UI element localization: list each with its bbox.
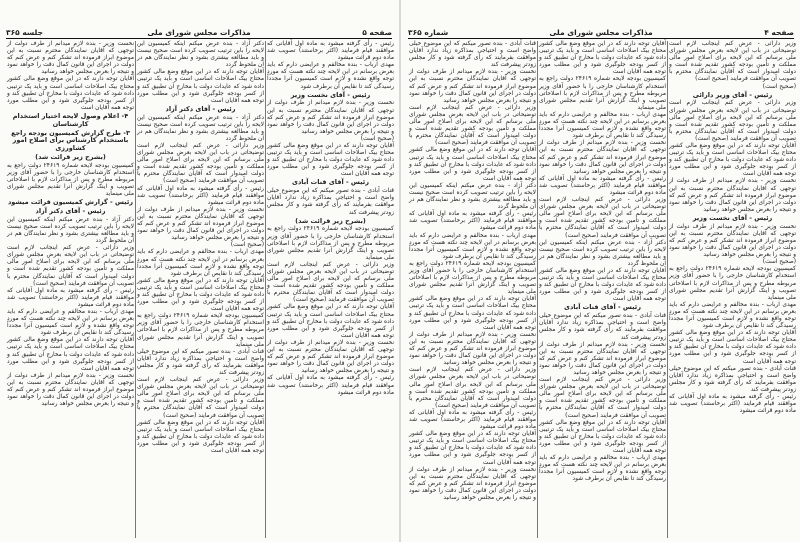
paragraph: نخست وزیر - بنده لازم میدانم از طرف دولت از توجهی که آقایان نمایندگان محترم نسبت به این موضوع ابراز فرموده اند تشکر کنم و عرض کنم که دولت در اجرای این قانون کمال دقت را خواهد نمود و نتیجه را بعرض مجلس خواهد رسانید — [267, 100, 394, 135]
running-title: مذاکرات مجلس شورای ملی — [147, 28, 251, 37]
section-heading: رئیس - آقای دکتر آزاد — [165, 104, 236, 113]
paragraph: وزیر دارائی - عرض کنم اینجانب لازم است توضیحاتی در باب این لایحه بعرض مجلس شورای ملی برسانم که این لایحه برای اصلاح امور مالی مملکت و تأمین بودجه کشور تقدیم شده است و دولت امیدوار است که آقایان نمایندگان محترم با تصویب آن موافقت فرمایند (صحیح است) — [137, 143, 264, 185]
paragraph: مهدی ارباب - بنده مخالفم و عرایضی دارم که باید بعرض برسانم در این لایحه چند نکته هست که مورد توجه واقع نشده و لازم است کمیسیون آنرا مجدداً رسیدگی کند تا نقایص آن برطرف شود — [539, 455, 666, 483]
paragraph: قنات آبادی - بنده تصور میکنم که این موضوع خیلی واضح است و احتیاجی بمذاکره زیاد ندارد آقایان موافقت بفرمایند که رأی گرفته شود و کار مجلس زودتر پیشرفت کند — [409, 41, 536, 69]
column-rule — [537, 41, 538, 538]
section-heading: (بشرح زیر قرائت شد) — [35, 152, 106, 161]
paragraph: مهدی ارباب - بنده مخالفم و عرایضی دارم که باید بعرض برسانم در این لایحه چند نکته هست که مورد توجه واقع نشده و لازم است کمیسیون آنرا مجدداً رسیدگی کند تا نقایص آن برطرف شود — [669, 301, 796, 330]
paragraph: آقایان توجه دارند که در این موقع وضع مالی کشور محتاج بیک اصلاحات اساسی است و باید یک ترتیبی داده شود که عایدات دولت با مخارج آن تطبیق کند و از کسر بودجه جلوگیری شود و این مطلب مورد توجه همه آقایان است — [539, 268, 666, 303]
paragraph: وزیر دارائی - عرض کنم اینجانب لازم است توضیحاتی در باب این لایحه بعرض مجلس شورای ملی برسانم که این لایحه برای اصلاح امور مالی مملکت و تأمین بودجه کشور تقدیم شده است و دولت امیدوار است که آقایان نمایندگان محترم با تصویب آن موافقت فرمایند (صحیح است) — [669, 41, 796, 83]
paragraph: (صحیح است) — [230, 242, 264, 249]
paragraph: قنات آبادی - بنده تصور میکنم که این موضوع خیلی واضح است و احتیاجی بمذاکره زیاد ندارد آقایان موافقت بفرمایند که رأی گرفته شود و کار مجلس زودتر پیشرفت کند — [669, 365, 796, 393]
paragraph: وزیر دارائی - عرض کنم اینجانب لازم است توضیحاتی در باب این لایحه بعرض مجلس شورای ملی برسانم که این لایحه برای اصلاح امور مالی مملکت و تأمین بودجه کشور تقدیم شده است و دولت امیدوار است که آقایان نمایندگان محترم با تصویب آن موافقت فرمایند (صحیح است) — [7, 245, 134, 287]
section-heading: رئیس - آقای نخست وزیر — [692, 213, 773, 222]
paragraph: (صحیح است) — [360, 135, 394, 142]
paragraph: رئیس - رأی گرفته میشود به ماده اول آقایانی که موافقند قیام فرمایند (اکثر برخاستند) تصویب شد ماده دوم قرائت میشود — [137, 185, 264, 206]
paragraph: آقایان توجه دارند که در این موقع وضع مالی کشور محتاج بیک اصلاحات اساسی است و باید یک ترتیبی داده شود که عایدات دولت با مخارج آن تطبیق کند و از کسر بودجه جلوگیری شود و این مطلب مورد توجه همه آقایان است — [409, 147, 536, 182]
paragraph: (صحیح است) — [762, 83, 796, 90]
paragraph: نخست وزیر - بنده لازم میدانم از طرف دولت از توجهی که آقایان نمایندگان محترم نسبت به این موضوع ابراز فرموده اند تشکر کنم و عرض کنم که دولت در اجرای این قانون کمال دقت را خواهد نمود و نتیجه را بعرض مجلس خواهد رسانید — [539, 140, 666, 175]
section-heading: ۳- طرح گزارش کمیسیون بودجه راجع باستخدام کارشناس برای اصلاح امور کشاورزی — [11, 128, 130, 153]
page-header — [408, 26, 794, 39]
paragraph: کمیسیون بودجه لایحه شماره ۲۴۶۱۹ دولت راجع به استخدام کارشناسان خارجی را با حضور آقای وزیر مربوطه مطرح و پس از مذاکرات لازم با اصلاحاتی تصویب و اینک گزارش آنرا تقدیم مجلس شورای ملی مینماید — [539, 76, 666, 111]
column-rule — [135, 41, 136, 538]
paragraph: وزیر دارائی - عرض کنم اینجانب لازم است توضیحاتی در باب این لایحه بعرض مجلس شورای ملی برسانم که این لایحه برای اصلاح امور مالی مملکت و تأمین بودجه کشور تقدیم شده است و دولت امیدوار است که آقایان نمایندگان محترم با تصویب آن موافقت فرمایند (صحیح است) — [137, 377, 264, 419]
paragraph: کمیسیون بودجه لایحه شماره ۲۴۶۱۹ دولت راجع به استخدام کارشناسان خارجی را با حضور آقای وزیر مربوطه مطرح و پس از مذاکرات لازم با اصلاحاتی تصویب و اینک گزارش آنرا تقدیم مجلس شورای ملی مینماید — [669, 266, 796, 301]
column-rule — [667, 41, 668, 538]
page-number: صفحه ۴ — [764, 28, 794, 37]
paragraph: نخست وزیر - بنده لازم میدانم از طرف دولت از توجهی که آقایان نمایندگان محترم نسبت به این موضوع ابراز فرموده اند تشکر کنم و عرض کنم که دولت در اجرای این قانون کمال دقت را خواهد نمود و نتیجه را بعرض مجلس خواهد رسانید — [7, 372, 134, 408]
section-heading: رئیس - آقای نخست وزیر — [290, 90, 371, 99]
paragraph: آقایان توجه دارند که در این موقع وضع مالی کشور محتاج بیک اصلاحات اساسی است و باید یک ترتیبی داده شود که عایدات دولت با مخارج آن تطبیق کند و از کسر بودجه جلوگیری شود و این مطلب مورد توجه همه آقایان است — [137, 277, 264, 313]
paragraph: مهدی ارباب - بنده مخالفم و عرایضی دارم که باید بعرض برسانم در این لایحه چند نکته هست که مورد توجه واقع نشده و لازم است کمیسیون آنرا مجدداً رسیدگی کند تا نقایص آن برطرف شود — [267, 62, 394, 90]
paragraph: مهدی ارباب - بنده مخالفم و عرایضی دارم که باید بعرض برسانم در این لایحه چند نکته هست که مورد توجه واقع نشده و لازم است کمیسیون آنرا مجدداً رسیدگی کند تا نقایص آن برطرف شود — [137, 249, 264, 277]
paragraph: نخست وزیر - بنده لازم میدانم از طرف دولت از توجهی که آقایان نمایندگان محترم نسبت به این موضوع ابراز فرموده اند تشکر کنم و عرض کنم که دولت در اجرای این قانون کمال دقت را خواهد نمود و نتیجه را بعرض مجلس خواهد رسانید — [669, 223, 796, 259]
paragraph: وزیر دارائی - عرض کنم اینجانب لازم است توضیحاتی در باب این لایحه بعرض مجلس شورای ملی برسانم که این لایحه برای اصلاح امور مالی مملکت و تأمین بودجه کشور تقدیم شده است و دولت امیدوار است که آقایان نمایندگان محترم با تصویب آن موافقت فرمایند (صحیح است) — [669, 100, 796, 142]
paragraph: رئیس - رأی گرفته میشود به ماده اول آقایانی که موافقند قیام فرمایند (اکثر برخاستند) تصویب شد ماده دوم قرائت میشود — [539, 175, 666, 196]
running-title: مذاکرات مجلس شورای ملی — [549, 28, 653, 37]
paragraph: آقایان توجه دارند که در این موقع وضع مالی کشور محتاج بیک اصلاحات اساسی است و باید یک ترتیبی داده شود که عایدات دولت با مخارج آن تطبیق کند و از کسر بودجه جلوگیری شود و این مطلب مورد توجه همه آقایان است — [539, 419, 666, 455]
paragraph: کمیسیون بودجه لایحه شماره ۲۴۶۱۹ دولت راجع به استخدام کارشناسان خارجی را با حضور آقای وزیر مربوطه مطرح و پس از مذاکرات لازم با اصلاحاتی تصویب و اینک گزارش آنرا تقدیم مجلس شورای ملی مینماید — [7, 162, 134, 198]
paragraph: نخست وزیر - بنده لازم میدانم از طرف دولت از توجهی که آقایان نمایندگان محترم نسبت به این موضوع ابراز فرموده اند تشکر کنم و عرض کنم که دولت در اجرای این قانون کمال دقت را خواهد نمود و نتیجه را بعرض مجلس خواهد رسانید — [7, 41, 134, 76]
paragraph: آقایان توجه دارند که در این موقع وضع مالی کشور محتاج بیک اصلاحات اساسی است و باید یک ترتیبی داده شود که عایدات دولت با مخارج آن تطبیق کند و از کسر بودجه جلوگیری شود و این مطلب مورد توجه همه آقایان است — [409, 431, 536, 466]
section-heading: رئیس - آقای قنات آبادی — [564, 303, 641, 312]
section-heading: رئیس - آقای وزیر دارائی — [692, 90, 773, 99]
paragraph: رئیس - رأی گرفته میشود به ماده اول آقایانی که موافقند قیام فرمایند (اکثر برخاستند) تصویب شد ماده دوم قرائت میشود — [267, 375, 394, 396]
paragraph: آقایان توجه دارند که در این موقع وضع مالی کشور محتاج بیک اصلاحات اساسی است و باید یک ترتیبی داده شود که عایدات دولت با مخارج آن تطبیق کند و از کسر بودجه جلوگیری شود و این مطلب مورد توجه همه آقایان است — [409, 296, 536, 331]
paragraph: قنات آبادی - بنده تصور میکنم که این موضوع خیلی واضح است و احتیاجی بمذاکره زیاد ندارد آقایان موافقت بفرمایند که رأی گرفته شود و کار مجلس زودتر پیشرفت کند — [267, 188, 394, 216]
paragraph: قنات آبادی - بنده تصور میکنم که این موضوع خیلی واضح است و احتیاجی بمذاکره زیاد ندارد آقایان موافقت بفرمایند که رأی گرفته شود و کار مجلس زودتر پیشرفت کند — [539, 313, 666, 341]
paragraph: وزیر دارائی - عرض کنم اینجانب لازم است توضیحاتی در باب این لایحه بعرض مجلس شورای ملی برسانم که این لایحه برای اصلاح امور مالی مملکت و تأمین بودجه کشور تقدیم شده است و دولت امیدوار است که آقایان نمایندگان محترم با تصویب آن موافقت فرمایند (صحیح است) — [539, 197, 666, 239]
paragraph: آقایان توجه دارند که در این موقع وضع مالی کشور محتاج بیک اصلاحات اساسی است و باید یک ترتیبی داده شود که عایدات دولت با مخارج آن تطبیق کند و از کسر بودجه جلوگیری شود و این مطلب مورد توجه همه آقایان است — [669, 330, 796, 365]
paragraph: وزیر دارائی - عرض کنم اینجانب لازم است توضیحاتی در باب این لایحه بعرض مجلس شورای ملی برسانم که این لایحه برای اصلاح امور مالی مملکت و تأمین بودجه کشور تقدیم شده است و دولت امیدوار است که آقایان نمایندگان محترم با تصویب آن موافقت فرمایند (صحیح است) — [409, 104, 536, 147]
column-rule — [265, 41, 266, 538]
paragraph: (صحیح است) — [762, 259, 796, 266]
section-heading: رئیس - گزارش کمیسیون قرائت میشود — [7, 198, 134, 207]
paragraph: مهدی ارباب - بنده مخالفم و عرایضی دارم که باید بعرض برسانم در این لایحه چند نکته هست که مورد توجه واقع نشده و لازم است کمیسیون آنرا مجدداً رسیدگی کند تا نقایص آن برطرف شود — [539, 111, 666, 140]
paragraph: وزیر دارائی - عرض کنم اینجانب لازم است توضیحاتی در باب این لایحه بعرض مجلس شورای ملی برسانم که این لایحه برای اصلاح امور مالی مملکت و تأمین بودجه کشور تقدیم شده است و دولت امیدوار است که آقایان نمایندگان محترم با تصویب آن موافقت فرمایند (صحیح است) — [409, 367, 536, 409]
paragraph: رئیس - رأی گرفته میشود به ماده اول آقایانی که موافقند قیام فرمایند (اکثر برخاستند) تصویب شد ماده دوم قرائت میشود — [7, 287, 134, 308]
session-number: جلسه ۳۶۵ — [6, 28, 43, 37]
page-gutter — [399, 0, 401, 542]
paragraph: قنات آبادی - بنده تصور میکنم که این موضوع خیلی واضح است و احتیاجی بمذاکره زیاد ندارد آقایان موافقت بفرمایند که رأی گرفته شود و کار مجلس زودتر پیشرفت کند — [137, 348, 264, 377]
paragraph: نخست وزیر - بنده لازم میدانم از طرف دولت از توجهی که آقایان نمایندگان محترم نسبت به این موضوع ابراز فرموده اند تشکر کنم و عرض کنم که دولت در اجرای این قانون کمال دقت را خواهد نمود و نتیجه را بعرض مجلس خواهد رسانید — [137, 206, 264, 242]
paragraph: نخست وزیر - بنده لازم میدانم از طرف دولت از توجهی که آقایان نمایندگان محترم نسبت به این موضوع ابراز فرموده اند تشکر کنم و عرض کنم که دولت در اجرای این قانون کمال دقت را خواهد نمود و نتیجه را بعرض مجلس خواهد رسانید — [409, 466, 536, 501]
section-heading: رئیس - آقای قنات آبادی — [292, 178, 369, 187]
paragraph: آقایان توجه دارند که در این موقع وضع مالی کشور محتاج بیک اصلاحات اساسی است و باید یک ترتیبی داده شود که عایدات دولت با مخارج آن تطبیق کند و از کسر بودجه جلوگیری شود و این مطلب مورد توجه همه آقایان است — [7, 337, 134, 372]
paragraph: نخست وزیر - بنده لازم میدانم از طرف دولت از توجهی که آقایان نمایندگان محترم نسبت به این موضوع ابراز فرموده اند تشکر کنم و عرض کنم که دولت در اجرای این قانون کمال دقت را خواهد نمود و نتیجه را بعرض مجلس خواهد رسانید — [669, 178, 796, 213]
paragraph: دکتر آزاد - بنده عرض میکنم اینکه کمیسیون این لایحه را باین ترتیب تصویب کرده است صحیح نیست و باید مطالعه بیشتری بشود و نظر نمایندگان هم در آن ملحوظ گردد — [409, 182, 536, 211]
text-column — [669, 41, 796, 415]
paragraph: نخست وزیر - بنده لازم میدانم از طرف دولت از توجهی که آقایان نمایندگان محترم نسبت به این موضوع ابراز فرموده اند تشکر کنم و عرض کنم که دولت در اجرای این قانون کمال دقت را خواهد نمود و نتیجه را بعرض مجلس خواهد رسانید — [409, 331, 536, 367]
paragraph: آقایان توجه دارند که در این موقع وضع مالی کشور محتاج بیک اصلاحات اساسی است و باید یک ترتیبی داده شود که عایدات دولت با مخارج آن تطبیق کند و از کسر بودجه جلوگیری شود و این مطلب مورد توجه همه آقایان است — [137, 69, 264, 104]
paragraph: دکتر آزاد - بنده عرض میکنم اینکه کمیسیون این لایحه را باین ترتیب تصویب کرده است صحیح نیست و باید مطالعه بیشتری بشود و نظر نمایندگان هم در آن ملحوظ گردد — [539, 239, 666, 267]
text-column — [267, 41, 394, 397]
paragraph: رئیس - رأی گرفته میشود به ماده اول آقایانی که موافقند قیام فرمایند (اکثر برخاستند) تصویب شد ماده دوم قرائت میشود — [267, 41, 394, 62]
page-header — [6, 26, 392, 39]
paragraph: نخست وزیر - بنده لازم میدانم از طرف دولت از توجهی که آقایان نمایندگان محترم نسبت به این موضوع ابراز فرموده اند تشکر کنم و عرض کنم که دولت در اجرای این قانون کمال دقت را خواهد نمود و نتیجه را بعرض مجلس خواهد رسانید — [267, 339, 394, 375]
section-heading: ۴- اعلام وصول لایحه اختیار استخدام کارشناسان — [12, 111, 129, 128]
paragraph: مهدی ارباب - بنده مخالفم و عرایضی دارم که باید بعرض برسانم در این لایحه چند نکته هست که مورد توجه واقع نشده و لازم است کمیسیون آنرا مجدداً رسیدگی کند تا نقایص آن برطرف شود — [409, 232, 536, 260]
text-column — [7, 41, 134, 408]
paragraph: رئیس - رأی گرفته میشود به ماده اول آقایانی که موافقند قیام فرمایند (اکثر برخاستند) تصویب شد ماده دوم قرائت میشود — [409, 409, 536, 431]
paragraph: نخست وزیر - بنده لازم میدانم از طرف دولت از توجهی که آقایان نمایندگان محترم نسبت به این موضوع ابراز فرموده اند تشکر کنم و عرض کنم که دولت در اجرای این قانون کمال دقت را خواهد نمود و نتیجه را بعرض مجلس خواهد رسانید — [539, 341, 666, 377]
paragraph: مهدی ارباب - بنده مخالفم و عرایضی دارم که باید بعرض برسانم در این لایحه چند نکته هست که مورد توجه واقع نشده و لازم است کمیسیون آنرا مجدداً رسیدگی کند تا نقایص آن برطرف شود — [7, 309, 134, 337]
paragraph: آقایان توجه دارند که در این موقع وضع مالی کشور محتاج بیک اصلاحات اساسی است و باید یک ترتیبی داده شود که عایدات دولت با مخارج آن تطبیق کند و از کسر بودجه جلوگیری شود و این مطلب مورد توجه همه آقایان است — [267, 304, 394, 339]
section-heading: رئیس - آقای دکتر آزاد — [35, 206, 106, 215]
text-column — [409, 41, 536, 502]
paragraph: کمیسیون بودجه لایحه شماره ۲۴۶۱۹ دولت راجع به استخدام کارشناسان خارجی را با حضور آقای وزیر مربوطه مطرح و پس از مذاکرات لازم با اصلاحاتی تصویب و اینک گزارش آنرا تقدیم مجلس شورای ملی مینماید — [409, 260, 536, 296]
section-heading: (بشرح زیر قرائت شد) — [295, 216, 366, 225]
paragraph: دکتر آزاد - بنده عرض میکنم اینکه کمیسیون این لایحه را باین ترتیب تصویب کرده است صحیح نیست و باید مطالعه بیشتری بشود و نظر نمایندگان هم در آن ملحوظ گردد — [137, 41, 264, 69]
paragraph: رئیس - رأی گرفته میشود به ماده اول آقایانی که موافقند قیام فرمایند (اکثر برخاستند) تصویب شد ماده دوم قرائت میشود — [409, 211, 536, 232]
paragraph: آقایان توجه دارند که در این موقع وضع مالی کشور محتاج بیک اصلاحات اساسی است و باید یک ترتیبی داده شود که عایدات دولت با مخارج آن تطبیق کند و از کسر بودجه جلوگیری شود و این مطلب مورد توجه همه آقایان است — [7, 76, 134, 111]
paragraph: کمیسیون بودجه لایحه شماره ۲۴۶۱۹ دولت راجع به استخدام کارشناسان خارجی را با حضور آقای وزیر مربوطه مطرح و پس از مذاکرات لازم با اصلاحاتی تصویب و اینک گزارش آنرا تقدیم مجلس شورای ملی مینماید — [137, 313, 264, 348]
paragraph: کمیسیون بودجه لایحه شماره ۲۴۶۱۹ دولت راجع به استخدام کارشناسان خارجی را با حضور آقای وزیر مربوطه مطرح و پس از مذاکرات لازم با اصلاحاتی تصویب و اینک گزارش آنرا تقدیم مجلس شورای ملی مینماید — [267, 226, 394, 261]
text-column — [539, 41, 666, 484]
paragraph: رئیس - رأی گرفته میشود به ماده اول آقایانی که موافقند قیام فرمایند (اکثر برخاستند) تصویب شد ماده دوم قرائت میشود — [669, 394, 796, 415]
paragraph: آقایان توجه دارند که در این موقع وضع مالی کشور محتاج بیک اصلاحات اساسی است و باید یک ترتیبی داده شود که عایدات دولت با مخارج آن تطبیق کند و از کسر بودجه جلوگیری شود و این مطلب مورد توجه همه آقایان است — [267, 143, 394, 178]
paragraph: نخست وزیر - بنده لازم میدانم از طرف دولت از توجهی که آقایان نمایندگان محترم نسبت به این موضوع ابراز فرموده اند تشکر کنم و عرض کنم که دولت در اجرای این قانون کمال دقت را خواهد نمود و نتیجه را بعرض مجلس خواهد رسانید — [409, 69, 536, 104]
paragraph: وزیر دارائی - عرض کنم اینجانب لازم است توضیحاتی در باب این لایحه بعرض مجلس شورای ملی برسانم که این لایحه برای اصلاح امور مالی مملکت و تأمین بودجه کشور تقدیم شده است و دولت امیدوار است که آقایان نمایندگان محترم با تصویب آن موافقت فرمایند (صحیح است) — [539, 377, 666, 419]
page-number: صفحه ۵ — [362, 28, 392, 37]
paragraph: دکتر آزاد - بنده عرض میکنم اینکه کمیسیون این لایحه را باین ترتیب تصویب کرده است صحیح نیست و باید مطالعه بیشتری بشود و نظر نمایندگان هم در آن ملحوظ گردد — [137, 114, 264, 142]
paragraph: دکتر آزاد - بنده عرض میکنم اینکه کمیسیون این لایحه را باین ترتیب تصویب کرده است صحیح نیست و باید مطالعه بیشتری بشود و نظر نمایندگان هم در آن ملحوظ گردد — [7, 216, 134, 245]
paragraph: آقایان توجه دارند که در این موقع وضع مالی کشور محتاج بیک اصلاحات اساسی است و باید یک ترتیبی داده شود که عایدات دولت با مخارج آن تطبیق کند و از کسر بودجه جلوگیری شود و این مطلب مورد توجه همه آقایان است — [137, 419, 264, 455]
issue-number: شماره ۳۶۵ — [408, 28, 449, 37]
paragraph: آقایان توجه دارند که در این موقع وضع مالی کشور محتاج بیک اصلاحات اساسی است و باید یک ترتیبی داده شود که عایدات دولت با مخارج آن تطبیق کند و از کسر بودجه جلوگیری شود و این مطلب مورد توجه همه آقایان است — [669, 143, 796, 178]
paragraph: آقایان توجه دارند که در این موقع وضع مالی کشور محتاج بیک اصلاحات اساسی است و باید یک ترتیبی داده شود که عایدات دولت با مخارج آن تطبیق کند و از کسر بودجه جلوگیری شود و این مطلب مورد توجه همه آقایان است — [539, 41, 666, 76]
text-column — [137, 41, 264, 455]
paragraph: وزیر دارائی - عرض کنم اینجانب لازم است توضیحاتی در باب این لایحه بعرض مجلس شورای ملی برسانم که این لایحه برای اصلاح امور مالی مملکت و تأمین بودجه کشور تقدیم شده است و دولت امیدوار است که آقایان نمایندگان محترم با تصویب آن موافقت فرمایند (صحیح است) — [267, 261, 394, 304]
